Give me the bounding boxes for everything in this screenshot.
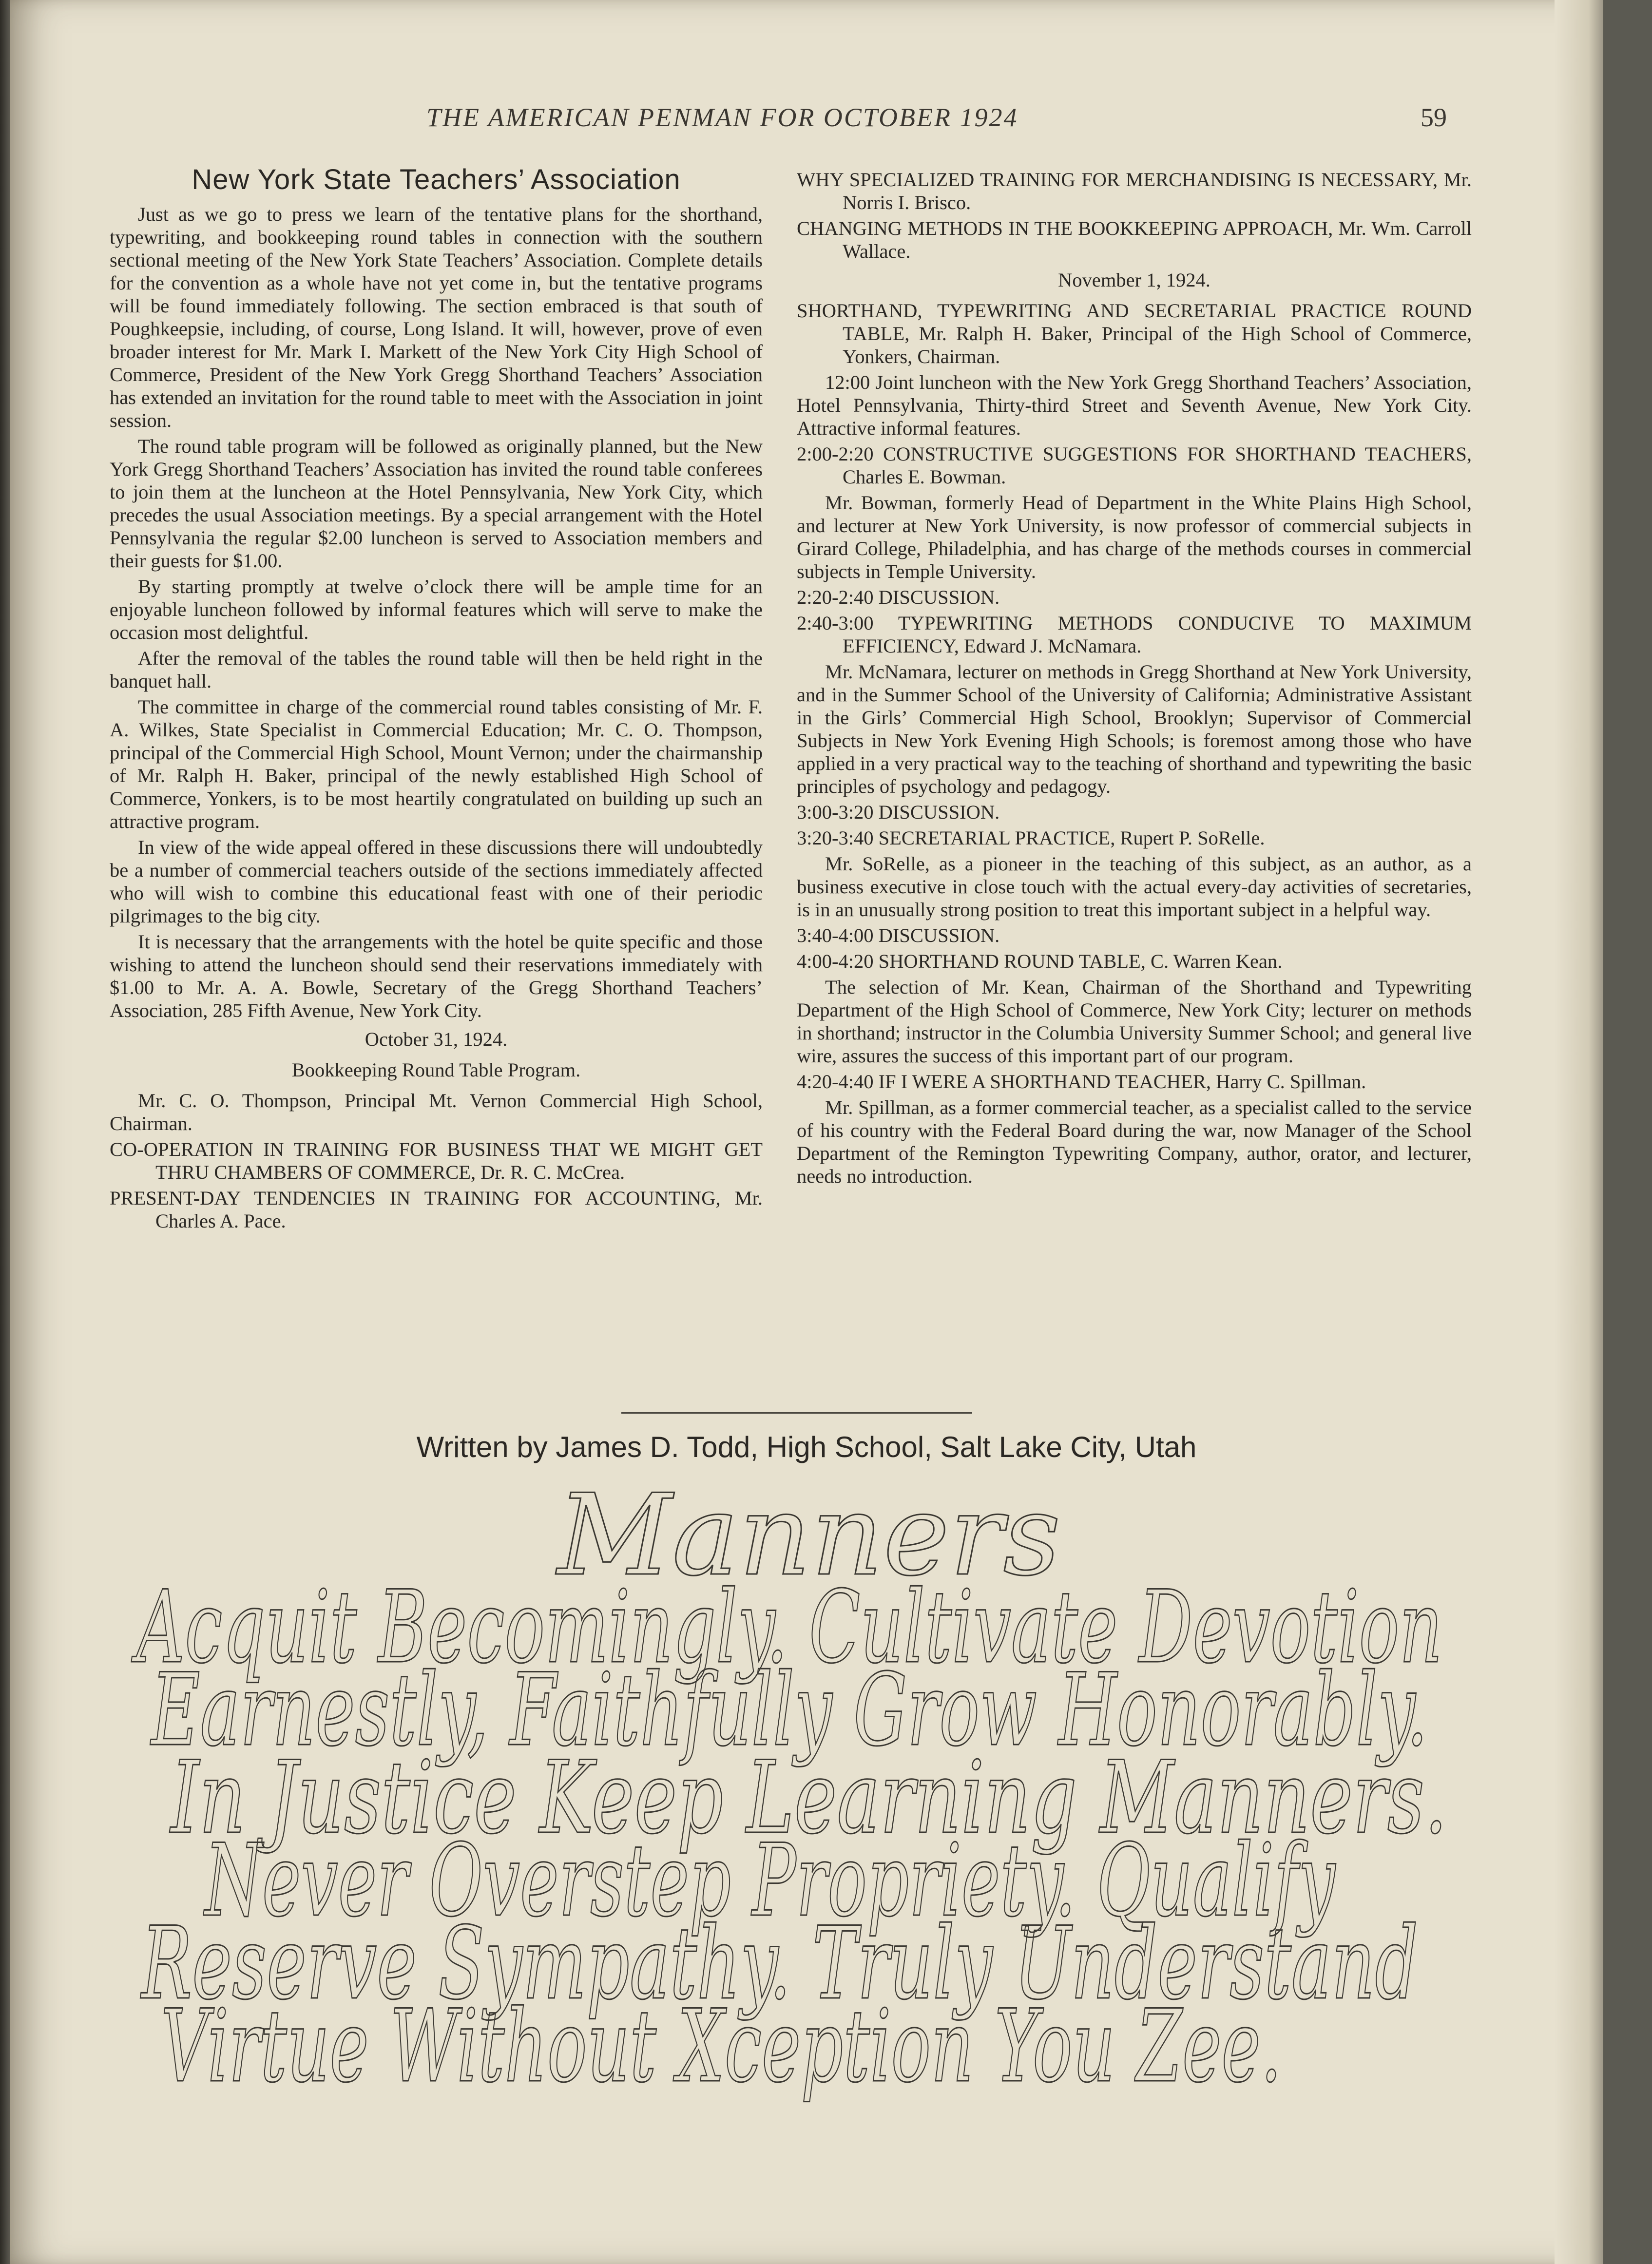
right-column: [797, 168, 1472, 1190]
paragraph: After the removal of the tables the round table will then be held right in the banquet hall.: [110, 647, 763, 692]
magazine-page: [10, 0, 1603, 2264]
program-date: November 1, 1924.: [1058, 269, 1210, 291]
script-line: Never Overstep Propriety. Qualify: [203, 1823, 1336, 1939]
program-chair: Mr. C. O. Thompson, Principal Mt. Vernon Commercial High School, Chairman.: [110, 1090, 763, 1134]
paragraph: The round table program will be followed as originally planned, but the New York Gregg Shorthand Teachers’ Association has invited the round table conferees to join them at the luncheon at the Hotel Pennsylvania, New York City, which precedes the usual Association meetings. By a special arrangement with the Hotel Pennsylvania the regular $2.00 luncheon is served to Association members and their guests for $1.00.: [110, 435, 763, 572]
article-heading: New York State Teachers’ Association: [192, 164, 681, 195]
program-item: CO-OPERATION IN TRAINING FOR BUSINESS THAT WE MIGHT GET THRU CHAMBERS OF COMMERCE, Dr. R. C. McCrea.: [110, 1138, 763, 1183]
program-date: October 31, 1924.: [365, 1028, 508, 1050]
program-item: CHANGING METHODS IN THE BOOKKEEPING APPROACH, Mr. Wm. Carroll Wallace.: [797, 217, 1472, 262]
program-item: 2:40-3:00 TYPEWRITING METHODS CONDUCIVE TO MAXIMUM EFFICIENCY, Edward J. McNamara.: [797, 612, 1472, 657]
script-line: Earnestly, Faithfully Grow Honorably.: [150, 1652, 1428, 1768]
program-item: 3:20-3:40 SECRETARIAL PRACTICE, Rupert P. SoRelle.: [797, 827, 1265, 849]
program-item: SHORTHAND, TYPEWRITING AND SECRETARIAL PRACTICE ROUND TABLE, Mr. Ralph H. Baker, Principal of the High School of Commerce, Yonkers, Chairman.: [797, 300, 1472, 367]
script-line: Acquit Becomingly. Cultivate Devotion: [131, 1570, 1442, 1686]
paragraph: The selection of Mr. Kean, Chairman of the Shorthand and Typewriting Department of the High School of Commerce, New York City; lecturer on methods in shorthand; instructor in the Columbia University Summer School; and general live wire, assures the success of this important part of our program.: [797, 976, 1472, 1067]
paragraph: Mr. Spillman, as a former commercial teacher, as a specialist called to the service of his country with the Federal Board during the war, now Manager of the School Department of the Remington Typewriting Company, author, orator, and lecturer, needs no introduction.: [797, 1096, 1472, 1187]
paragraph: By starting promptly at twelve o’clock there will be ample time for an enjoyable luncheon followed by informal features which will serve to make the occasion most delightful.: [110, 576, 763, 643]
program-item: 3:40-4:00 DISCUSSION.: [797, 924, 1000, 946]
script-line: In Justice Keep Learning Manners.: [169, 1740, 1447, 1856]
running-header: [10, 102, 1603, 141]
program-item: 2:00-2:20 CONSTRUCTIVE SUGGESTIONS FOR SHORTHAND TEACHERS, Charles E. Bowman.: [797, 443, 1472, 488]
page-number: 59: [1421, 103, 1447, 132]
script-title: Manners: [557, 1471, 1061, 1601]
paragraph: Mr. Bowman, formerly Head of Department in the White Plains High School, and lecturer at New York University, is now professor of commercial subjects in Girard College, Philadelphia, and has charge of the methods courses in commercial subjects in Temple University.: [797, 492, 1472, 582]
program-item: PRESENT-DAY TENDENCIES IN TRAINING FOR ACCOUNTING, Mr. Charles A. Pace.: [110, 1187, 763, 1232]
program-item: WHY SPECIALIZED TRAINING FOR MERCHANDISING IS NECESSARY, Mr. Norris I. Brisco.: [797, 169, 1472, 213]
penmanship-byline: Written by James D. Todd, High School, Salt Lake City, Utah: [416, 1431, 1197, 1463]
script-line: Reserve Sympathy. Truly Understand: [140, 1906, 1419, 2022]
script-line: Virtue Without Xception You Zee.: [161, 1989, 1282, 2105]
paragraph: Just as we go to press we learn of the tentative plans for the shorthand, typewriting, and bookkeeping round tables in connection with the southern sectional meeting of the New York State Teachers’ Association. Complete details for the convention as a whole have not yet come in, but the tentative programs will be found immediately following. The section embraced is that south of Poughkeepsie, including, of course, Long Island. It will, however, prove of even broader interest for Mr. Mark I. Markett of the New York City High School of Commerce, President of the New York Gregg Shorthand Teachers’ Association has extended an invitation for the round table to meet with the Association in joint session.: [110, 203, 763, 431]
program-item: 2:20-2:40 DISCUSSION.: [797, 586, 1000, 608]
paragraph: It is necessary that the arrangements with the hotel be quite specific and those wishing to attend the luncheon should send their reservations immediately with $1.00 to Mr. A. A. Bowle, Secretary of the Gregg Shorthand Teachers’ Association, 285 Fifth Avenue, New York City.: [110, 931, 763, 1021]
paragraph: Mr. SoRelle, as a pioneer in the teaching of this subject, as an author, as a business executive in close touch with the actual every-day activities of secretaries, is in an unusually strong position to treat this important subject in a helpful way.: [797, 853, 1472, 921]
running-title: THE AMERICAN PENMAN FOR OCTOBER 1924: [426, 103, 1018, 132]
paragraph: Mr. McNamara, lecturer on methods in Gregg Shorthand at New York University, and in the Summer School of the University of California; Administrative Assistant in the Girls’ Commercial High School, Brooklyn; Supervisor of Commercial Subjects in New York Evening High Schools; is foremost among those who have applied in a very practical way to the teaching of shorthand and typewriting the basic principles of psychology and pedagogy.: [797, 661, 1472, 797]
left-column: [110, 164, 763, 1235]
paragraph: In view of the wide appeal offered in these discussions there will undoubtedly be a number of commercial teachers outside of the sections immediately affected who will wish to combine this educational feast with one of their periodic pilgrimages to the big city.: [110, 836, 763, 927]
paragraph: 12:00 Joint luncheon with the New York Gregg Shorthand Teachers’ Association, Hotel Pennsylvania, Thirty-third Street and Seventh Avenue, New York City. Attractive informal features.: [797, 371, 1472, 439]
program-title: Bookkeeping Round Table Program.: [291, 1059, 581, 1081]
program-item: 4:20-4:40 IF I WERE A SHORTHAND TEACHER, Harry C. Spillman.: [797, 1071, 1366, 1093]
section-divider: [621, 1412, 972, 1414]
penmanship-specimen: [10, 1462, 1603, 2144]
paragraph: The committee in charge of the commercial round tables consisting of Mr. F. A. Wilkes, State Specialist in Commercial Education; Mr. C. O. Thompson, principal of the Commercial High School, Mount Vernon; under the chairmanship of Mr. Ralph H. Baker, principal of the newly established High School of Commerce, Yonkers, is to be most heartily congratulated on building up such an attractive program.: [110, 696, 763, 832]
program-item: 3:00-3:20 DISCUSSION.: [797, 801, 1000, 823]
program-item: 4:00-4:20 SHORTHAND ROUND TABLE, C. Warren Kean.: [797, 950, 1283, 972]
